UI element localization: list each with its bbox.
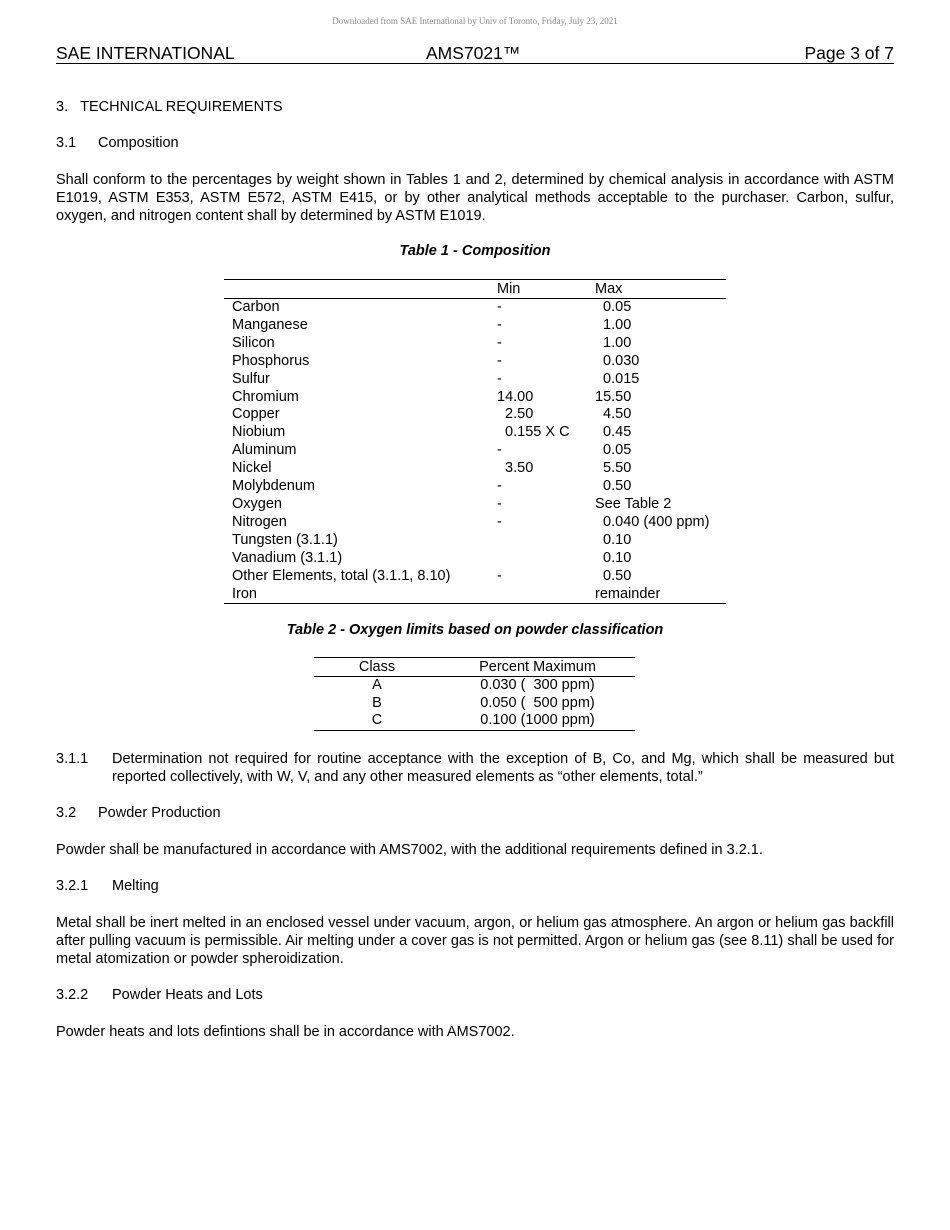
table-1-caption: Table 1 - Composition (399, 243, 551, 259)
min-cell: - (497, 299, 502, 315)
section-3-heading (56, 98, 894, 116)
table-row (224, 550, 726, 568)
element-cell: Carbon (232, 299, 280, 315)
table-row (224, 532, 726, 550)
max-cell: 0.10 (595, 531, 632, 548)
header-doc-number: AMS7021™ (426, 43, 521, 63)
table-row (224, 478, 726, 496)
table-row (224, 317, 726, 335)
table-row (314, 712, 635, 730)
class-cell: C (371, 712, 383, 728)
max-cell: 0.040 (400 ppm) (595, 513, 710, 530)
table-row (224, 496, 726, 514)
element-cell: Manganese (232, 316, 308, 333)
page-header (56, 43, 894, 64)
section-3-1-heading (56, 134, 894, 152)
download-watermark: Downloaded from SAE International by Univ of Toronto, Friday, July 23, 2021 (332, 16, 618, 26)
class-header: Class (314, 658, 440, 677)
composition-table (224, 279, 726, 604)
min-cell: - (497, 478, 502, 495)
max-cell: 0.05 (595, 299, 632, 315)
element-cell: Sulfur (232, 370, 270, 387)
min-cell: - (497, 442, 502, 459)
section-3-1-1 (56, 750, 894, 786)
element-cell: Oxygen (232, 495, 282, 512)
max-cell: remainder (595, 585, 661, 602)
table-row (224, 460, 726, 478)
section-3-2-1-body: Metal shall be inert melted in an enclosed vessel under vacuum, argon, or helium gas atmosphere. An argon or helium gas backfill after pulling vacuum is permissible. Air melting under a cover gas is not permitted. Argon or helium gas (see 8.11) shall be used for metal atomization or powder spheroidization. (56, 915, 894, 967)
table-row (224, 424, 726, 442)
section-number: 3.2.2 (56, 987, 89, 1003)
max-cell: 0.030 (595, 352, 640, 369)
min-cell (497, 532, 595, 550)
class-cell: A (372, 677, 382, 693)
section-title: Melting (112, 878, 159, 894)
class-cell: B (372, 694, 382, 711)
element-cell: Aluminum (232, 442, 297, 459)
min-cell: - (497, 334, 502, 351)
max-cell: 5.50 (595, 460, 632, 477)
element-cell: Other Elements, total (3.1.1, 8.10) (232, 567, 451, 584)
min-cell (497, 586, 595, 604)
table-row (224, 371, 726, 389)
min-cell: - (497, 316, 502, 333)
section-title: Composition (98, 135, 179, 151)
element-cell: Molybdenum (232, 478, 316, 495)
element-cell: Vanadium (3.1.1) (232, 549, 343, 566)
max-cell: 4.50 (595, 406, 632, 423)
section-title: Powder Heats and Lots (112, 987, 263, 1003)
section-3-2-2-heading (56, 986, 894, 1004)
section-number: 3.2 (56, 805, 77, 821)
element-cell: Iron (232, 585, 257, 602)
min-cell: 0.155 X C (497, 424, 570, 441)
table-row (224, 299, 726, 317)
table-row (224, 442, 726, 460)
max-cell: 15.50 (595, 388, 632, 405)
section-title: TECHNICAL REQUIREMENTS (80, 99, 283, 115)
section-3-1-body: Shall conform to the percentages by weight shown in Tables 1 and 2, determined by chemical analysis in accordance with ASTM E1019, ASTM E353, ASTM E572, ASTM E415, or by other analytical methods acceptable to the purchaser. Carbon, sulfur, oxygen, and nitrogen content shall by determined by ASTM E1019. (56, 172, 894, 224)
section-3-2-1-heading (56, 877, 894, 895)
table-row (224, 568, 726, 586)
max-cell: 0.45 (595, 424, 632, 441)
table-header-row (224, 280, 726, 299)
min-cell: 2.50 (497, 406, 534, 423)
element-cell: Silicon (232, 334, 275, 351)
table-row (224, 406, 726, 424)
max-cell: 0.05 (595, 442, 632, 459)
table-row (314, 695, 635, 713)
max-cell: 1.00 (595, 316, 632, 333)
max-cell: See Table 2 (595, 495, 672, 512)
percent-cell: 0.030 ( 300 ppm) (480, 677, 595, 693)
section-number: 3.1 (56, 135, 77, 151)
table-row (224, 389, 726, 407)
min-cell (497, 550, 595, 568)
table-row (224, 586, 726, 604)
section-3-2-2-body: Powder heats and lots defintions shall be in accordance with AMS7002. (56, 1024, 515, 1040)
element-cell: Nickel (232, 460, 272, 477)
section-body: Determination not required for routine acceptance with the exception of B, Co, and Mg, which shall be measured but reported collectively, with W, V, and any other measured elements as “other elements, total.” (112, 751, 894, 785)
table-row (314, 677, 635, 695)
element-cell: Chromium (232, 388, 299, 405)
element-cell: Tungsten (3.1.1) (232, 531, 338, 548)
oxygen-limits-table (314, 657, 635, 731)
min-cell: - (497, 567, 502, 584)
max-cell: 0.50 (595, 567, 632, 584)
element-cell: Nitrogen (232, 513, 287, 530)
element-header (224, 280, 497, 299)
section-number: 3.2.1 (56, 878, 89, 894)
section-title: Powder Production (98, 805, 221, 821)
table-header-row (314, 658, 635, 677)
max-cell: 0.50 (595, 478, 632, 495)
section-3-2-body: Powder shall be manufactured in accordance with AMS7002, with the additional requirements defined in 3.2.1. (56, 842, 763, 858)
percent-cell: 0.050 ( 500 ppm) (480, 694, 595, 711)
min-cell: 3.50 (497, 460, 534, 477)
min-cell: - (497, 495, 502, 512)
element-cell: Phosphorus (232, 352, 310, 369)
header-page-number: Page 3 of 7 (804, 43, 894, 63)
table-row (224, 353, 726, 371)
table-2-caption: Table 2 - Oxygen limits based on powder classification (286, 622, 664, 638)
element-cell: Niobium (232, 424, 286, 441)
min-header: Min (497, 280, 595, 299)
max-cell: 0.015 (595, 370, 640, 387)
section-number: 3. (56, 99, 69, 115)
min-cell: 14.00 (497, 388, 534, 405)
max-cell: 1.00 (595, 334, 632, 351)
min-cell: - (497, 513, 502, 530)
section-3-2-heading (56, 804, 894, 822)
section-number: 3.1.1 (56, 751, 89, 767)
table-row (224, 514, 726, 532)
percent-cell: 0.100 (1000 ppm) (480, 712, 595, 728)
max-header: Max (595, 280, 726, 299)
min-cell: - (497, 370, 502, 387)
max-cell: 0.10 (595, 549, 632, 566)
header-org: SAE INTERNATIONAL (56, 43, 235, 63)
min-cell: - (497, 352, 502, 369)
table-row (224, 335, 726, 353)
percent-header: Percent Maximum (440, 658, 635, 677)
element-cell: Copper (232, 406, 280, 423)
